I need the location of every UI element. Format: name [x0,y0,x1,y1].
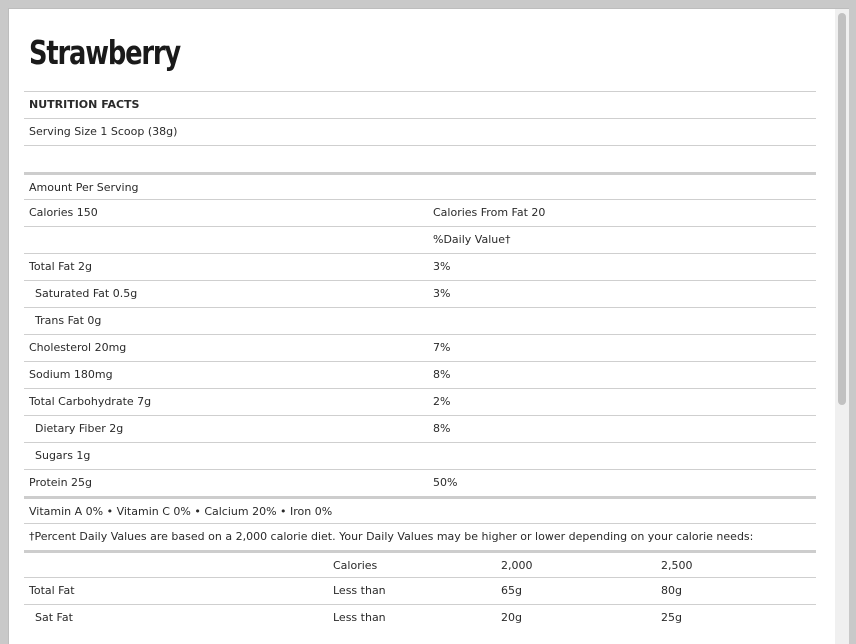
vitamins-label: Vitamin A 0% • Vitamin C 0% • Calcium 20% • Iron 0% [29,505,333,518]
nutrient-row [24,280,816,307]
nutrient-row [24,361,816,388]
nutrient-daily-value: 3% [433,260,451,273]
nutrition-facts-header [24,91,816,118]
calories-row [24,199,816,226]
nutrient-daily-value: 8% [433,368,451,381]
amount-per-serving-row [24,172,816,199]
calories-label: Calories 150 [29,206,98,219]
reference-table-row [24,577,816,604]
daily-value-header: %Daily Value† [433,233,511,246]
footnote-row [24,523,816,550]
nutrient-label: Saturated Fat 0.5g [35,287,138,300]
nutrient-label: Sugars 1g [35,449,91,462]
nutrient-daily-value: 50% [433,476,458,489]
page-window [8,8,849,644]
nutrient-label: Trans Fat 0g [35,314,102,327]
nutrient-label: Total Fat 2g [29,260,93,273]
nutrient-daily-value: 2% [433,395,451,408]
nutrient-row [24,469,816,496]
nutrient-label: Total Carbohydrate 7g [29,395,152,408]
reference-table-row [24,604,816,631]
reference-cell: 20g [501,611,522,624]
nutrient-row [24,415,816,442]
reference-cell: 25g [661,611,682,624]
product-title: Strawberry [29,33,181,72]
amount-per-serving-label: Amount Per Serving [29,181,139,194]
reference-cell: 80g [661,584,682,597]
serving-size-label: Serving Size 1 Scoop (38g) [29,125,178,138]
nutrient-daily-value: 7% [433,341,451,354]
spacer-row [24,145,816,172]
reference-cell: 65g [501,584,522,597]
nutrient-row [24,388,816,415]
reference-cell: Less than [333,611,386,624]
nutrient-row [24,307,816,334]
serving-size-row [24,118,816,145]
nutrient-label: Sodium 180mg [29,368,113,381]
calories-from-fat-label: Calories From Fat 20 [433,206,546,219]
nutrient-label: Dietary Fiber 2g [35,422,124,435]
reference-header-cell: Calories [333,559,378,572]
nutrient-row [24,253,816,280]
reference-cell: Less than [333,584,386,597]
reference-header-cell: 2,000 [501,559,533,572]
scrollbar-thumb[interactable] [838,13,846,405]
reference-cell: Sat Fat [35,611,73,624]
vitamins-row [24,496,816,523]
nutrition-table [24,91,816,631]
reference-cell: Total Fat [29,584,75,597]
nutrient-label: Protein 25g [29,476,93,489]
reference-table-header [24,550,816,577]
daily-value-footnote: †Percent Daily Values are based on a 2,000 calorie diet. Your Daily Values may be higher or lower depending on your calorie needs: [29,530,754,543]
nutrient-row [24,442,816,469]
nutrient-daily-value: 3% [433,287,451,300]
daily-value-header-row [24,226,816,253]
nutrient-row [24,334,816,361]
nutrient-label: Cholesterol 20mg [29,341,127,354]
vertical-scrollbar[interactable] [835,9,849,644]
reference-header-cell: 2,500 [661,559,693,572]
nutrition-facts-label: NUTRITION FACTS [29,98,140,111]
nutrient-daily-value: 8% [433,422,451,435]
